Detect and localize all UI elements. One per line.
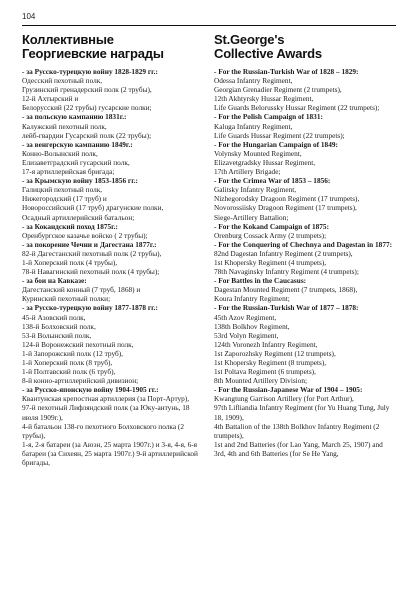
list-item: 124-й Воронежский пехотный полк, (22, 339, 134, 349)
section-heading: - за Русско-турецкую войну 1828-1829 гг.: (22, 67, 158, 76)
russian-heading-line-2: Георгиевские награды (22, 46, 164, 61)
list-item: 1st Poltava Regiment (6 trumpets), (214, 367, 316, 377)
section-heading: - за бои на Кавказе: (22, 276, 87, 286)
list-item: Orenburg Cossack Army (2 trumpets); (214, 230, 327, 240)
list-item: 8th Mounted Artillery Division; (214, 376, 308, 386)
list-item: Грузинский гренадерский полк (2 трубы), (22, 85, 152, 95)
list-item: Dagestan Mounted Regiment (7 trumpets, 1868), (214, 285, 358, 295)
section-heading: - за Русско-японскую войну 1904-1905 гг.: (22, 385, 159, 395)
list-item: 138th Bolkhov Regiment, (214, 321, 290, 331)
list-item: 17-я артиллерийская бригада; (22, 167, 115, 177)
english-heading-line-1: St.George's (214, 32, 285, 47)
list-item: Nizhegorodsky Dragoon Regiment (17 trumpets), (214, 194, 360, 204)
section-heading: - For the Kokand Campaign of 1875: (214, 221, 330, 231)
page-number: 104 (22, 12, 36, 21)
section-heading: - за Крымскую войну 1853-1856 гг.: (22, 176, 138, 186)
list-item: Life Guards Hussar Regiment (22 trumpets); (214, 130, 345, 140)
list-item: Life Guards Belorussky Hussar Regiment (22 trumpets); (214, 103, 380, 113)
section-heading: - за польскую кампанию 1831г.: (22, 112, 127, 122)
list-item: Оренбургское казачье войско ( 2 трубы); (22, 230, 148, 240)
section-heading: - For the Conquering of Chechnya and Dagestan in 1877: (214, 239, 393, 249)
list-item: 53rd Volyn Regiment, (214, 330, 279, 340)
section-heading: - For the Polish Campaign of 1831: (214, 112, 323, 122)
list-item: 97-й пехотный Лифляндский полк (за Юку-антунь, 18 июля 1909г.), (22, 403, 190, 422)
list-item: 1st Khopersky Regiment (8 trumpets), (214, 358, 327, 367)
section-heading: - за Кокандский поход 1875г.: (22, 221, 118, 231)
two-column-layout (22, 33, 396, 467)
list-item: Конно-Волынский полк, (22, 148, 98, 158)
list-item: 1-й Полтавский полк (6 труб), (22, 367, 116, 377)
list-item: 138-й Болховский полк, (22, 321, 96, 331)
list-item: Осадный артиллерийский батальон; (22, 212, 135, 222)
list-item: Галицкий пехотный полк, (22, 185, 103, 195)
list-item: 78-й Навагинский пехотный полк (4 трубы); (22, 267, 160, 277)
list-item: 1-й Запорожский полк (12 труб), (22, 348, 123, 358)
list-item: Елизаветградский гусарский полк, (22, 157, 130, 167)
russian-column (22, 33, 204, 467)
list-item: 17th Artillery Brigade; (214, 167, 281, 177)
list-item: 45th Azov Regiment, (214, 312, 277, 322)
list-item: Куринский пехотный полки; (22, 294, 111, 304)
section-heading: - For the Russian-Turkish War of 1877 – 1878: (214, 303, 359, 313)
section-heading: - за Русско-турецкую войну 1877-1878 гг.: (22, 303, 158, 313)
list-item: Калужский пехотный полк, (22, 121, 107, 131)
section-heading: - за венгерскую кампанию 1849г.: (22, 139, 133, 149)
section-heading: - For the Hungarian Campaign of 1849: (214, 139, 338, 149)
section-heading: - за покорение Чечни и Дагестана 1877г.: (22, 239, 157, 249)
list-item: 53-й Волынский полк, (22, 330, 92, 340)
list-item: Kwangtung Garrison Artillery (for Port Arthur), (214, 394, 354, 404)
list-item: Georgian Grenadier Regiment (2 trumpets), (214, 85, 342, 95)
list-item: 1st and 2nd Batteries (for Lao Yang, March 25, 1907) and 3rd, 4th and 6th Batteries (for Se He Yang, (214, 439, 383, 458)
list-item: Galitsky Infantry Regiment, (214, 185, 297, 195)
list-item: Volynsky Mounted Regiment, (214, 148, 302, 158)
section-heading: - For Battles in the Caucasus: (214, 276, 307, 286)
list-item: 12-й Ахтырский и (22, 94, 79, 104)
list-item: Дагестанский конный (7 труб, 1868) и (22, 285, 141, 295)
header-rule (22, 25, 396, 26)
russian-heading-line-1: Коллективные (22, 32, 114, 47)
list-item: Odessa Infantry Regiment, (214, 76, 293, 86)
list-item: Новороссийский (17 труб) драгунские полки, (22, 203, 164, 213)
list-item: Novorossiisky Dragoon Regiment (17 trumpets), (214, 203, 357, 213)
list-item: Одесский пехотный полк, (22, 76, 103, 86)
russian-heading (22, 33, 204, 61)
list-item: 1st Khopersky Regiment (4 trumpets), (214, 257, 327, 267)
list-item: 4th Battalion of the 138th Bolkhov Infantry Regiment (2 trumpets), (214, 421, 380, 440)
list-item: 12th Akhtyrsky Hussar Regiment, (214, 94, 314, 104)
section-heading: - For the Russian-Turkish War of 1828 – 1829: (214, 67, 359, 76)
list-item: 82nd Dagestan Infantry Regiment (2 trumpets), (214, 248, 353, 258)
list-item: 4-й батальон 138-го пехотного Болховского полка (2 трубы), (22, 421, 184, 440)
list-item: Koura Infantry Regiment; (214, 294, 290, 304)
list-item: Квантунская крепостная артиллерия (за Порт-Артур), (22, 394, 190, 404)
list-item: 1st Zaporozhsky Regiment (12 trumpets), (214, 348, 336, 358)
section-heading: - For the Russian-Japanese War of 1904 – 1905: (214, 385, 363, 395)
list-item: Elizavetgradsky Hussar Regiment, (214, 157, 316, 167)
list-item: 8-й конно-артиллерийский дивизион; (22, 376, 139, 386)
list-item: 1-я, 2-я батареи (за Аюэн, 25 марта 1907г.) и 3-я, 4-я, 6-я батареи (за Сихеян, 25 марта 1907г.) 9-й артиллерийской бригады, (22, 439, 198, 468)
english-heading-line-2: Collective Awards (214, 46, 322, 61)
list-item: лейб-гвардии Гусарский полк (22 трубы); (22, 130, 152, 140)
list-item: Белорусский (22 трубы) гусарские полки; (22, 103, 152, 113)
list-item: 45-й Азовский полк, (22, 312, 86, 322)
list-item: 82-й Дагестанский пехотный полк (2 трубы), (22, 248, 162, 258)
list-item: 1-й Хоперский полк (4 трубы), (22, 257, 118, 267)
list-item: 97th Lifliandia Infantry Regiment (for Yu Huang Tung, July 18, 1909), (214, 403, 390, 422)
list-item: Siege-Artillery Battalion; (214, 212, 289, 222)
english-award-list (214, 67, 396, 458)
list-item: 1-й Хоперский полк (8 труб), (22, 358, 113, 367)
list-item: 78th Navaginsky Infantry Regiment (4 trumpets); (214, 267, 359, 277)
list-item: Kaluga Infantry Regiment, (214, 121, 293, 131)
list-item: 124th Voronezh Infantry Regiment, (214, 339, 318, 349)
russian-award-list (22, 67, 204, 467)
list-item: Нижегородский (17 труб) и (22, 194, 107, 204)
section-heading: - For the Crimea War of 1853 – 1856: (214, 176, 331, 186)
english-heading (214, 33, 396, 61)
english-column (214, 33, 396, 467)
